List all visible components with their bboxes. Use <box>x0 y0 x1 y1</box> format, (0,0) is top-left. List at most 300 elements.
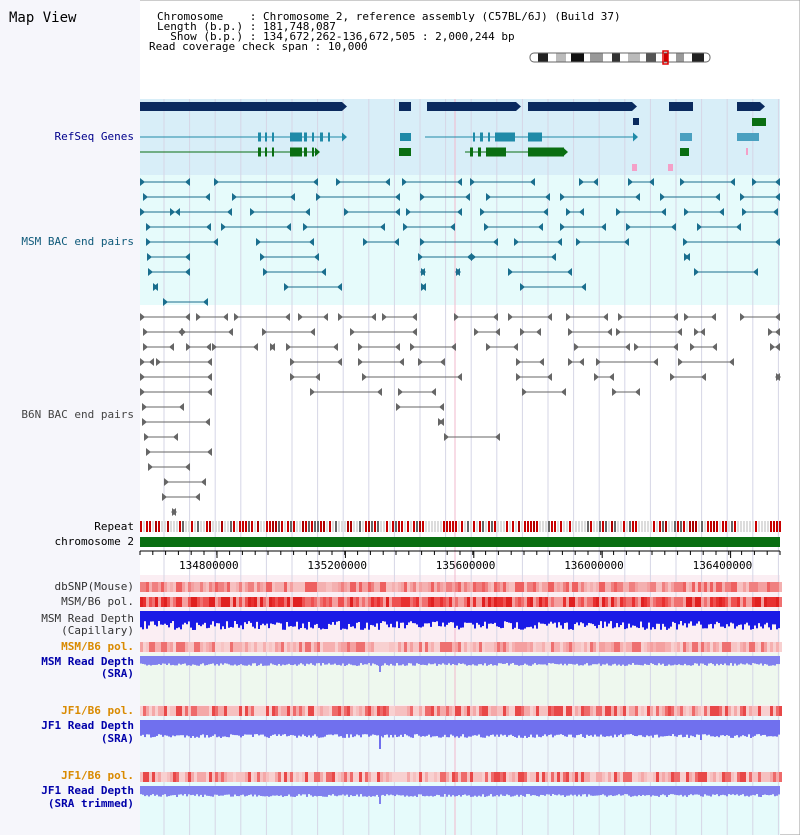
msm-b6-pol-band <box>344 597 347 607</box>
msm-b6-pol-band <box>524 597 527 607</box>
msm-depth-sra-bar <box>692 656 694 665</box>
jf1-depth-trim-bar <box>424 786 426 796</box>
msm-depth-capillary-bar <box>754 611 756 625</box>
jf1-b6-pol-band <box>434 772 437 782</box>
msm-depth-sra-bar <box>744 656 746 665</box>
repeat-segment <box>632 521 634 532</box>
msm-depth-sra-bar <box>160 656 162 665</box>
repeat-segment <box>200 521 202 532</box>
msm-depth-capillary-bar <box>442 611 444 623</box>
dbsnp-band <box>281 582 284 592</box>
dbsnp-band <box>656 582 659 592</box>
jf1-depth-trim-bar <box>162 786 164 795</box>
msm-b6-pol-band <box>686 597 689 607</box>
msm-depth-capillary-bar <box>144 611 146 621</box>
msm-depth-capillary-bar <box>724 611 726 628</box>
track-label-msm-depth-sra: MSM Read Depth <box>41 655 134 668</box>
msm-b6-pol-band <box>671 597 674 607</box>
repeat-segment <box>245 521 247 532</box>
msm-depth-capillary-bar <box>656 611 658 624</box>
msm-depth-capillary-bar <box>456 611 458 626</box>
jf1-depth-trim-bar <box>646 786 648 795</box>
dbsnp-band <box>536 582 539 592</box>
msm-depth-capillary-bar <box>634 611 636 626</box>
jf1-depth-sra-bar <box>302 720 304 734</box>
msm-depth-sra-bar <box>382 656 384 665</box>
msm-depth-capillary-bar <box>604 611 606 622</box>
jf1-depth-sra-bar <box>624 720 626 735</box>
jf1-b6-pol-band <box>614 772 617 782</box>
track-label-b6n-bac[interactable]: B6N BAC end pairs <box>21 408 134 421</box>
jf1-b6-pol-band <box>740 706 743 716</box>
jf1-depth-trim-bar <box>492 786 494 797</box>
jf1-depth-sra-bar <box>474 720 476 735</box>
jf1-b6-pol-band <box>476 772 479 782</box>
jf1-depth-sra-bar <box>152 720 154 737</box>
msm-depth-capillary-bar <box>180 611 182 629</box>
msm-b6-pol-band <box>338 642 341 652</box>
repeat-segment <box>155 521 157 532</box>
msm-b6-pol-band <box>551 642 554 652</box>
msm-depth-capillary-bar <box>728 611 730 626</box>
repeat-segment <box>557 521 559 532</box>
dbsnp-band <box>353 582 356 592</box>
msm-depth-capillary-bar <box>626 611 628 628</box>
jf1-depth-trim-bar <box>374 786 376 796</box>
msm-depth-capillary-bar <box>364 611 366 628</box>
msm-depth-capillary-bar <box>450 611 452 622</box>
repeat-segment <box>464 521 466 532</box>
msm-depth-capillary-bar <box>472 611 474 625</box>
jf1-b6-pol-band <box>431 706 434 716</box>
jf1-b6-pol-band <box>656 706 659 716</box>
msm-depth-capillary-bar <box>322 611 324 629</box>
refseq-gene-exon <box>265 133 267 142</box>
dbsnp-band <box>320 582 323 592</box>
jf1-b6-pol-band <box>623 772 626 782</box>
msm-b6-pol-band <box>509 597 512 607</box>
jf1-depth-trim-bar <box>466 786 468 796</box>
msm-depth-capillary-bar <box>146 611 148 629</box>
jf1-b6-pol-band <box>314 706 317 716</box>
msm-depth-capillary-bar <box>330 611 332 625</box>
jf1-b6-pol-band <box>614 706 617 716</box>
dbsnp-band <box>161 582 164 592</box>
jf1-depth-sra-bar <box>156 720 158 736</box>
jf1-depth-sra-bar <box>644 720 646 737</box>
msm-b6-pol-band <box>716 642 719 652</box>
dbsnp-band <box>563 582 566 592</box>
repeat-segment <box>584 521 586 532</box>
jf1-depth-sra-bar <box>426 720 428 736</box>
jf1-b6-pol-band <box>260 706 263 716</box>
msm-b6-pol-band <box>584 597 587 607</box>
dbsnp-band <box>605 582 608 592</box>
msm-depth-capillary-bar <box>408 611 410 622</box>
jf1-b6-pol-band <box>191 772 194 782</box>
repeat-segment <box>206 521 208 532</box>
msm-depth-capillary-bar <box>464 611 466 623</box>
jf1-b6-pol-band <box>443 772 446 782</box>
msm-b6-pol-band <box>491 597 494 607</box>
jf1-depth-trim-bar <box>354 786 356 796</box>
msm-b6-pol-band <box>485 597 488 607</box>
jf1-depth-sra-bar <box>590 720 592 735</box>
msm-depth-sra-bar <box>224 656 226 663</box>
msm-depth-sra-bar <box>220 656 222 663</box>
jf1-b6-pol-band <box>293 706 296 716</box>
jf1-depth-trim-bar <box>530 786 532 796</box>
jf1-depth-trim-bar <box>366 786 368 797</box>
jf1-b6-pol-band <box>428 772 431 782</box>
dbsnp-band <box>461 582 464 592</box>
msm-depth-capillary-bar <box>770 611 772 630</box>
msm-b6-pol-band <box>533 597 536 607</box>
msm-depth-sra-bar <box>318 656 320 663</box>
jf1-depth-sra-bar <box>512 720 514 736</box>
msm-b6-pol-band <box>611 642 614 652</box>
msm-depth-sra-bar <box>314 656 316 666</box>
dbsnp-band <box>377 582 380 592</box>
msm-depth-capillary-bar <box>328 611 330 624</box>
jf1-depth-trim-bar <box>342 786 344 794</box>
jf1-depth-trim-bar <box>464 786 466 794</box>
msm-depth-capillary-bar <box>696 611 698 624</box>
msm-b6-pol-band <box>398 597 401 607</box>
jf1-b6-pol-band <box>197 706 200 716</box>
jf1-depth-sra-bar <box>740 720 742 736</box>
jf1-b6-pol-band <box>509 706 512 716</box>
msm-b6-pol-band <box>620 642 623 652</box>
jf1-b6-pol-band <box>515 772 518 782</box>
jf1-b6-pol-band <box>524 772 527 782</box>
repeat-segment <box>242 521 244 532</box>
msm-b6-pol-band <box>632 642 635 652</box>
refseq-gene-exon <box>272 148 274 157</box>
jf1-b6-pol-band <box>410 772 413 782</box>
jf1-depth-trim-bar <box>144 786 146 796</box>
msm-depth-sra-bar <box>354 656 356 665</box>
msm-depth-sra-bar <box>668 656 670 664</box>
msm-depth-capillary-bar <box>184 611 186 623</box>
jf1-b6-pol-band <box>419 706 422 716</box>
jf1-depth-sra-bar <box>608 720 610 736</box>
jf1-depth-sra-bar <box>730 720 732 738</box>
dbsnp-band <box>158 582 161 592</box>
repeat-segment <box>599 521 601 532</box>
msm-depth-capillary-bar <box>556 611 558 628</box>
msm-b6-pol-band <box>452 597 455 607</box>
jf1-depth-sra-bar <box>646 720 648 735</box>
msm-depth-capillary-bar <box>666 611 668 630</box>
repeat-segment <box>515 521 517 532</box>
msm-depth-sra-bar <box>600 656 602 666</box>
dbsnp-band <box>380 582 383 592</box>
msm-b6-pol-band <box>521 642 524 652</box>
msm-b6-pol-band <box>509 642 512 652</box>
msm-depth-capillary-bar <box>612 611 614 628</box>
jf1-b6-pol-band <box>401 706 404 716</box>
jf1-b6-pol-band <box>353 772 356 782</box>
msm-b6-pol-band <box>758 642 761 652</box>
msm-depth-capillary-bar <box>288 611 290 627</box>
jf1-b6-pol-band <box>647 706 650 716</box>
jf1-b6-pol-band <box>344 706 347 716</box>
msm-b6-pol-band <box>560 597 563 607</box>
jf1-depth-trim-bar <box>176 786 178 797</box>
msm-depth-capillary-bar <box>606 611 608 626</box>
msm-depth-capillary-bar <box>228 611 230 628</box>
msm-depth-capillary-bar <box>316 611 318 624</box>
msm-b6-pol-band <box>554 642 557 652</box>
jf1-depth-sra-bar <box>204 720 206 738</box>
msm-b6-pol-band <box>611 597 614 607</box>
jf1-depth-trim-bar <box>192 786 194 795</box>
jf1-depth-sra-bar <box>338 720 340 737</box>
msm-depth-capillary-bar <box>524 611 526 629</box>
jf1-depth-sra-bar <box>176 720 178 735</box>
jf1-b6-pol-band <box>677 772 680 782</box>
jf1-depth-trim-bar <box>560 786 562 795</box>
jf1-b6-pol-band <box>557 706 560 716</box>
jf1-depth-trim-bar <box>516 786 518 795</box>
refseq-gene-block <box>140 102 342 111</box>
jf1-depth-sra-bar <box>600 720 602 735</box>
msm-depth-sra-bar <box>366 656 368 664</box>
jf1-b6-pol-band <box>212 706 215 716</box>
jf1-depth-trim-bar <box>142 786 144 795</box>
repeat-segment <box>581 521 583 532</box>
msm-b6-pol-band <box>335 642 338 652</box>
jf1-b6-pol-band <box>455 772 458 782</box>
msm-depth-sra-bar <box>144 656 146 664</box>
jf1-depth-sra-bar <box>762 720 764 735</box>
msm-b6-pol-band <box>653 597 656 607</box>
msm-depth-capillary-bar <box>436 611 438 621</box>
jf1-b6-pol-band <box>326 706 329 716</box>
jf1-b6-pol-band <box>695 772 698 782</box>
jf1-b6-pol-band <box>269 772 272 782</box>
msm-b6-pol-band <box>575 597 578 607</box>
msm-b6-pol-band <box>368 597 371 607</box>
axis-tick-label: 135600000 <box>435 559 496 572</box>
msm-b6-pol-band <box>560 642 563 652</box>
msm-b6-pol-band <box>257 642 260 652</box>
msm-depth-capillary-bar <box>480 611 482 627</box>
msm-depth-sra-bar <box>688 656 690 665</box>
msm-b6-pol-band <box>470 597 473 607</box>
msm-b6-pol-band <box>602 597 605 607</box>
jf1-depth-trim-bar <box>520 786 522 795</box>
jf1-depth-sra-bar <box>354 720 356 736</box>
jf1-b6-pol-band <box>713 706 716 716</box>
jf1-b6-pol-band <box>464 772 467 782</box>
msm-depth-capillary-bar <box>444 611 446 627</box>
jf1-depth-trim-bar <box>440 786 442 797</box>
msm-b6-pol-band <box>314 642 317 652</box>
jf1-b6-pol-band <box>719 706 722 716</box>
jf1-depth-sra-bar <box>186 720 188 735</box>
jf1-b6-pol-band <box>590 772 593 782</box>
refseq-gene-exon <box>478 148 481 157</box>
dbsnp-band <box>701 582 704 592</box>
jf1-depth-trim-bar <box>582 786 584 794</box>
jf1-depth-sra-bar <box>178 720 180 735</box>
jf1-depth-trim-bar <box>234 786 236 795</box>
jf1-b6-pol-band <box>740 772 743 782</box>
jf1-b6-pol-band <box>584 772 587 782</box>
msm-b6-pol-band <box>626 597 629 607</box>
jf1-depth-sra-bar <box>628 720 630 734</box>
msm-b6-pol-band <box>173 642 176 652</box>
msm-b6-pol-band <box>215 597 218 607</box>
msm-b6-pol-band <box>563 597 566 607</box>
msm-b6-pol-band <box>527 597 530 607</box>
jf1-depth-sra-bar <box>728 720 730 736</box>
msm-b6-pol-band <box>608 642 611 652</box>
dbsnp-band <box>665 582 668 592</box>
jf1-depth-sra-bar <box>384 720 386 735</box>
msm-depth-capillary-bar <box>458 611 460 629</box>
jf1-b6-pol-band <box>335 706 338 716</box>
jf1-depth-sra-bar <box>358 720 360 735</box>
msm-depth-capillary-bar <box>214 611 216 626</box>
msm-depth-sra-bar <box>580 656 582 665</box>
repeat-segment <box>275 521 277 532</box>
jf1-depth-trim-bar <box>322 786 324 797</box>
msm-depth-capillary-bar <box>534 611 536 625</box>
msm-depth-sra-bar <box>734 656 736 664</box>
msm-depth-capillary-bar <box>494 611 496 623</box>
msm-depth-sra-bar <box>264 656 266 666</box>
msm-depth-capillary-bar <box>216 611 218 623</box>
repeat-segment <box>143 521 145 532</box>
repeat-segment <box>644 521 646 532</box>
jf1-depth-trim-bar <box>470 786 472 797</box>
dbsnp-band <box>491 582 494 592</box>
msm-b6-pol-band <box>233 642 236 652</box>
msm-b6-pol-band <box>641 597 644 607</box>
jf1-depth-trim-bar <box>368 786 370 796</box>
msm-depth-sra-bar <box>458 656 460 663</box>
msm-b6-pol-band <box>191 642 194 652</box>
msm-depth-capillary-bar <box>554 611 556 623</box>
dbsnp-band <box>674 582 677 592</box>
repeat-segment <box>662 521 664 532</box>
jf1-b6-pol-band <box>434 706 437 716</box>
msm-b6-pol-band <box>167 642 170 652</box>
msm-depth-capillary-bar <box>766 611 768 623</box>
repeat-segment <box>704 521 706 532</box>
msm-depth-sra-bar <box>302 656 304 664</box>
repeat-segment <box>383 521 385 532</box>
jf1-depth-sra-bar <box>424 720 426 737</box>
dbsnp-band <box>323 582 326 592</box>
jf1-b6-pol-band <box>536 772 539 782</box>
jf1-depth-trim-bar <box>758 786 760 797</box>
dbsnp-band <box>626 582 629 592</box>
jf1-depth-sra-bar <box>652 720 654 738</box>
msm-depth-sra-bar <box>150 656 152 666</box>
msm-b6-pol-band <box>584 642 587 652</box>
track-label-refseq[interactable]: RefSeq Genes <box>54 130 134 143</box>
msm-b6-pol-band <box>437 597 440 607</box>
jf1-b6-pol-band <box>389 706 392 716</box>
repeat-segment <box>518 521 520 532</box>
jf1-depth-trim-bar <box>742 786 744 794</box>
jf1-depth-sra-bar <box>674 720 676 736</box>
dbsnp-band <box>257 582 260 592</box>
jf1-b6-pol-band <box>650 706 653 716</box>
jf1-depth-sra-bar <box>528 720 530 737</box>
jf1-depth-sra-bar <box>246 720 248 735</box>
msm-b6-pol-band <box>407 642 410 652</box>
ideogram-band <box>620 53 628 62</box>
dbsnp-band <box>473 582 476 592</box>
msm-b6-pol-band <box>503 642 506 652</box>
repeat-segment <box>536 521 538 532</box>
msm-depth-capillary-bar <box>624 611 626 629</box>
dbsnp-band <box>296 582 299 592</box>
msm-depth-capillary-bar <box>166 611 168 625</box>
jf1-depth-trim-bar <box>636 786 638 796</box>
jf1-depth-sra-bar <box>606 720 608 736</box>
jf1-b6-pol-band <box>596 706 599 716</box>
jf1-b6-pol-band <box>395 706 398 716</box>
ideogram-band <box>538 53 548 62</box>
msm-depth-sra-bar <box>312 656 314 665</box>
jf1-b6-pol-band <box>674 706 677 716</box>
msm-b6-pol-band <box>398 642 401 652</box>
msm-depth-sra-bar <box>428 656 430 663</box>
jf1-b6-pol-band <box>278 706 281 716</box>
msm-b6-pol-band <box>734 642 737 652</box>
jf1-b6-pol-band <box>158 772 161 782</box>
msm-depth-capillary-bar <box>174 611 176 630</box>
msm-depth-sra-bar <box>374 656 376 664</box>
msm-depth-capillary-bar <box>274 611 276 625</box>
msm-depth-capillary-bar <box>278 611 280 623</box>
msm-depth-sra-bar <box>766 656 768 665</box>
dbsnp-band <box>488 582 491 592</box>
jf1-depth-trim-bar <box>764 786 766 795</box>
jf1-depth-trim-bar <box>556 786 558 795</box>
msm-depth-sra-bar <box>696 656 698 664</box>
msm-depth-capillary-bar <box>698 611 700 621</box>
jf1-depth-sra-bar <box>240 720 242 737</box>
dbsnp-band <box>776 582 779 592</box>
jf1-depth-trim-bar <box>272 786 274 795</box>
msm-depth-sra-bar <box>228 656 230 664</box>
jf1-depth-sra-bar <box>710 720 712 736</box>
jf1-depth-sra-bar <box>544 720 546 734</box>
track-label-msm-bac[interactable]: MSM BAC end pairs <box>21 235 134 248</box>
msm-depth-capillary-bar <box>294 611 296 626</box>
dbsnp-band <box>326 582 329 592</box>
msm-depth-sra-bar <box>464 656 466 664</box>
jf1-depth-sra-bar <box>144 720 146 737</box>
jf1-depth-trim-bar <box>276 786 278 795</box>
jf1-depth-trim-bar <box>170 786 172 796</box>
msm-depth-sra-bar <box>438 656 440 664</box>
msm-depth-capillary-bar <box>668 611 670 628</box>
dbsnp-band <box>743 582 746 592</box>
jf1-b6-pol-band <box>713 772 716 782</box>
msm-b6-pol-band <box>539 642 542 652</box>
dbsnp-band <box>761 582 764 592</box>
show-info: Show (b.p.) : 134,672,262-136,672,505 : 2,000,244 bp <box>170 30 515 43</box>
jf1-depth-trim-bar <box>140 786 142 794</box>
